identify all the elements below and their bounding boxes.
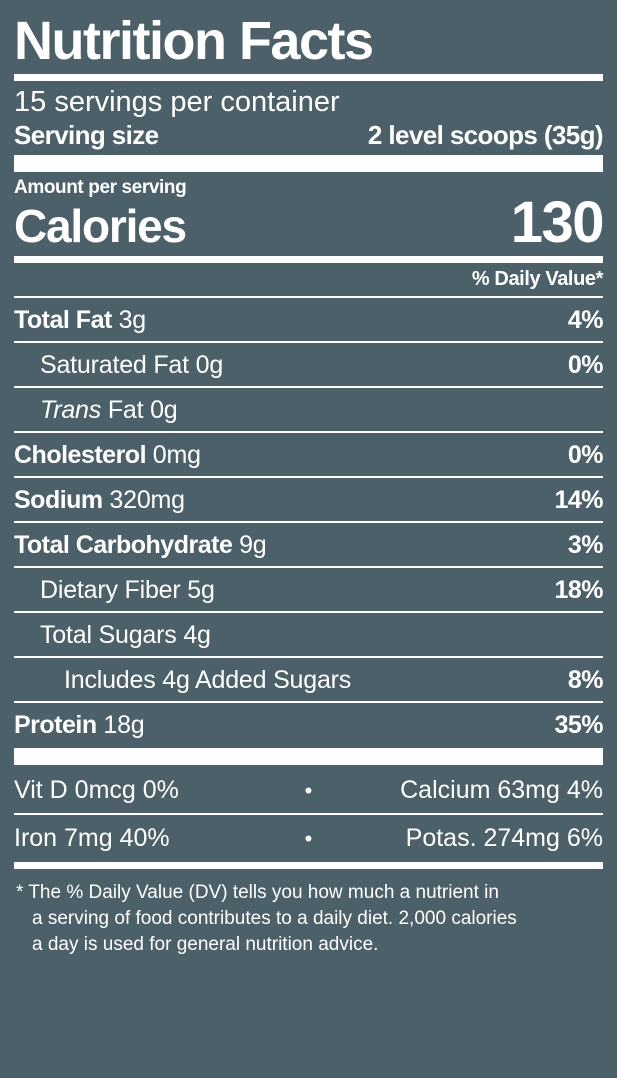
nutrient-dv-dietary-fiber: 18% bbox=[554, 576, 603, 604]
footnote-line-1: * The % Daily Value (DV) tells you how much a nutrient in bbox=[16, 882, 499, 903]
nutrient-dv-added-sugars: 8% bbox=[567, 666, 603, 694]
nutrient-name-total-fat: Total Fat bbox=[14, 306, 112, 334]
nutrient-row-added-sugars bbox=[14, 661, 603, 698]
nutrient-name-cholesterol: Cholesterol bbox=[14, 441, 147, 469]
divider-row-8 bbox=[14, 656, 603, 658]
nutrient-row-total-fat bbox=[14, 301, 603, 338]
nutrient-amount-total-sugars: 4g bbox=[183, 621, 211, 649]
nutrient-row-saturated-fat bbox=[14, 346, 603, 383]
nutrient-name-sodium: Sodium bbox=[14, 486, 103, 514]
nutrient-dv-saturated-fat: 0% bbox=[567, 351, 603, 379]
nutrient-row-protein bbox=[14, 706, 603, 743]
vitamin-separator-1: • bbox=[304, 778, 313, 803]
nutrient-amount-saturated-fat: 0g bbox=[195, 351, 224, 379]
vitamin-separator-2: • bbox=[304, 826, 313, 851]
divider-vitamins bbox=[14, 813, 603, 815]
iron-value: Iron 7mg 40% bbox=[14, 824, 170, 852]
serving-size-label: Serving size bbox=[14, 120, 159, 150]
nutrient-amount-total-fat: 3g bbox=[118, 306, 146, 334]
divider-row-6 bbox=[14, 566, 603, 568]
amount-per-serving-label: Amount per serving bbox=[14, 177, 187, 198]
divider-dv bbox=[14, 296, 603, 298]
divider-under-title bbox=[14, 74, 603, 81]
vitamin-d-value: Vit D 0mcg 0% bbox=[14, 776, 179, 804]
nutrient-amount-trans-fat: 0g bbox=[150, 396, 178, 424]
nutrient-name-added-sugars: Includes 4g Added Sugars bbox=[64, 666, 352, 694]
divider-row-5 bbox=[14, 521, 603, 523]
divider-under-calories bbox=[14, 256, 603, 263]
serving-size-row bbox=[14, 120, 603, 150]
serving-size-value: 2 level scoops (35g) bbox=[367, 120, 603, 150]
nutrient-name-trans-fat: Fat bbox=[107, 396, 144, 424]
nutrient-name-saturated-fat: Saturated Fat bbox=[40, 351, 189, 379]
nutrient-amount-protein: 18g bbox=[103, 711, 145, 739]
nutrient-dv-total-carbohydrate: 3% bbox=[567, 531, 603, 559]
nutrient-dv-cholesterol: 0% bbox=[567, 441, 603, 469]
nutrient-amount-sodium: 320mg bbox=[109, 486, 185, 514]
nutrient-name-dietary-fiber: Dietary Fiber bbox=[40, 576, 181, 604]
calories-label: Calories bbox=[14, 200, 186, 252]
page-title: Nutrition Facts bbox=[14, 11, 373, 71]
nutrient-dv-protein: 35% bbox=[554, 711, 603, 739]
calories-row bbox=[14, 190, 603, 255]
servings-per-container: 15 servings per container bbox=[14, 86, 340, 118]
vitamin-row-2 bbox=[14, 818, 603, 858]
calcium-value: Calcium 63mg 4% bbox=[400, 776, 603, 804]
nutrient-name-protein: Protein bbox=[14, 711, 97, 739]
calories-value: 130 bbox=[510, 190, 603, 255]
divider-row-4 bbox=[14, 476, 603, 478]
divider-row-1 bbox=[14, 341, 603, 343]
nutrient-name-total-sugars: Total Sugars bbox=[40, 621, 177, 649]
vitamin-row-1 bbox=[14, 770, 603, 810]
nutrient-dv-sodium: 14% bbox=[554, 486, 603, 514]
footnote-line-3: a day is used for general nutrition advice. bbox=[32, 934, 379, 955]
footnote bbox=[14, 873, 603, 958]
nutrient-amount-total-carbohydrate: 9g bbox=[239, 531, 267, 559]
nutrient-name-trans: Trans bbox=[40, 396, 102, 424]
divider-above-footnote bbox=[14, 862, 603, 869]
footnote-line-2: a serving of food contributes to a daily diet. 2,000 calories bbox=[32, 908, 517, 929]
nutrient-row-total-sugars bbox=[14, 616, 603, 653]
nutrient-name-total-carbohydrate: Total Carbohydrate bbox=[14, 531, 233, 559]
nutrient-row-cholesterol bbox=[14, 436, 603, 473]
potassium-value: Potas. 274mg 6% bbox=[405, 824, 603, 852]
nutrient-amount-cholesterol: 0mg bbox=[152, 441, 201, 469]
nutrient-row-total-carbohydrate bbox=[14, 526, 603, 563]
nutrient-dv-total-fat: 4% bbox=[567, 306, 603, 334]
divider-row-9 bbox=[14, 701, 603, 703]
divider-row-3 bbox=[14, 431, 603, 433]
nutrient-amount-dietary-fiber: 5g bbox=[187, 576, 215, 604]
daily-value-header: % Daily Value* bbox=[471, 268, 603, 290]
divider-row-2 bbox=[14, 386, 603, 388]
divider-row-7 bbox=[14, 611, 603, 613]
nutrient-row-sodium bbox=[14, 481, 603, 518]
divider-thick-bottom bbox=[14, 748, 603, 765]
nutrient-row-trans-fat bbox=[14, 391, 603, 428]
nutrient-row-dietary-fiber bbox=[14, 571, 603, 608]
divider-thick-top bbox=[14, 155, 603, 172]
